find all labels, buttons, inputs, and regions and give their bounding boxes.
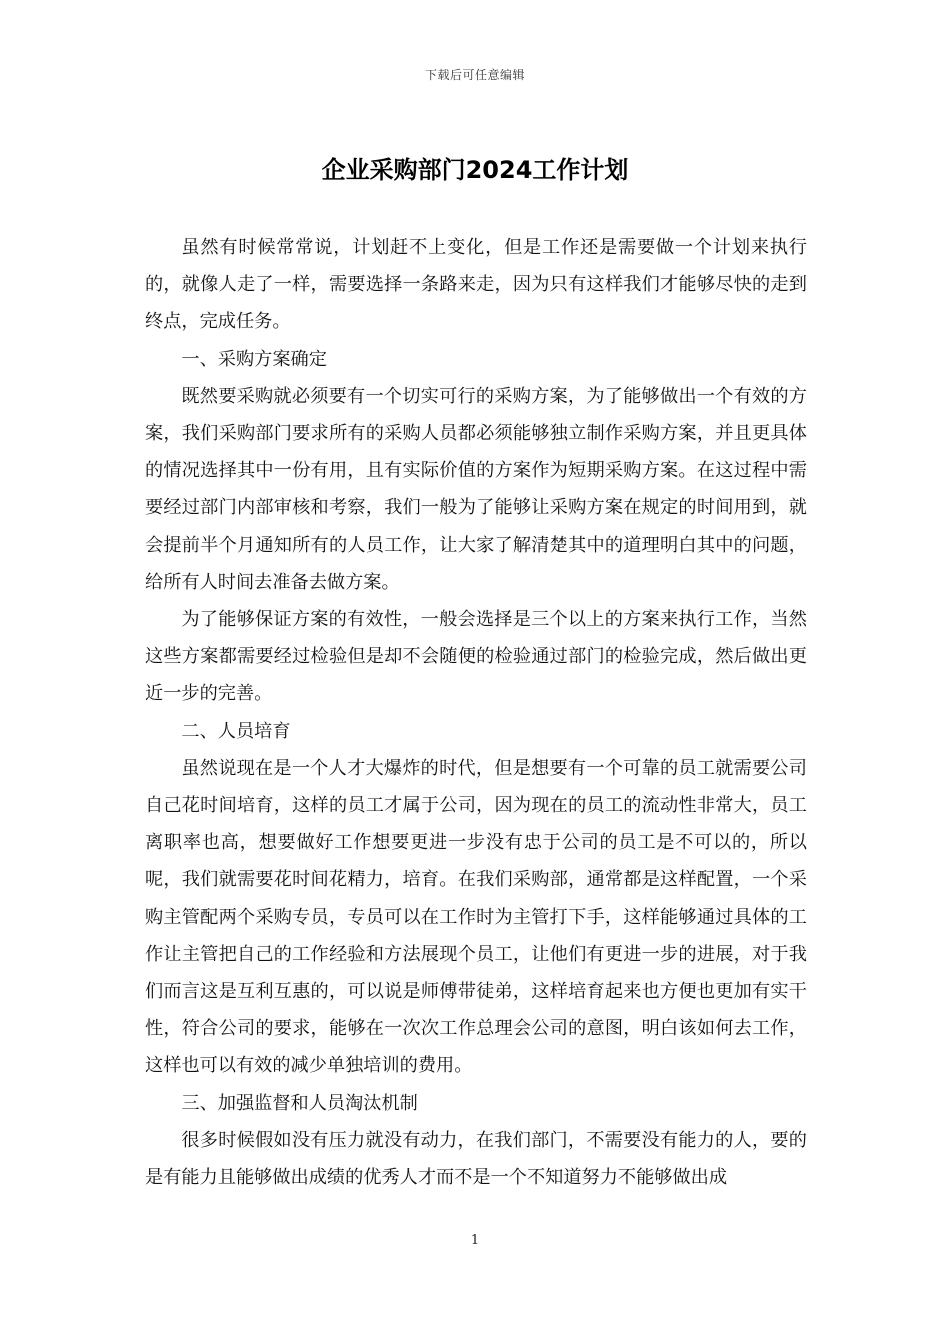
body-paragraph: 为了能够保证方案的有效性，一般会选择是三个以上的方案来执行工作，当然这些方案都需要经过检验但是却不会随便的检验通过部门的检验完成，然后做出更近一步的完善。 bbox=[145, 609, 807, 705]
document-title: 企业采购部门2024工作计划 bbox=[321, 156, 629, 184]
body-paragraph: 虽然说现在是一个人才大爆炸的时代，但是想要有一个可靠的员工就需要公司自己花时间培育，这样的员工才属于公司，因为现在的员工的流动性非常大，员工离职率也高，想要做好工作想要更进一步没有忠于公司的员工是不可以的，所以呢，我们就需要花时间花精力，培育。在我们采购部，通常都是这样配置，一个采购主管配两个采购专员，专员可以在工作时为主管打下手，这样能够通过具体的工作让主管把自己的工作经验和方法展现个员工，让他们有更进一步的进展，对于我们而言这是互利互惠的，可以说是师傅带徒弟，这样培育起来也方便也更加有实干性，符合公司的要求，能够在一次次工作总理会公司的意图，明白该如何去工作，这样也可以有效的减少单独培训的费用。 bbox=[145, 757, 807, 1077]
section-heading-1: 一、采购方案确定 bbox=[181, 348, 327, 370]
body-paragraph: 既然要采购就必须要有一个切实可行的采购方案，为了能够做出一个有效的方案，我们采购部门要求所有的采购人员都必须能够独立制作采购方案，并且更具体的情况选择其中一份有用，且有实际价值的方案作为短期采购方案。在这过程中需要经过部门内部审核和考察，我们一般为了能够让采购方案在规定的时间用到，就会提前半个月通知所有的人员工作，让大家了解清楚其中的道理明白其中的问题，给所有人时间去准备去做方案。 bbox=[145, 385, 807, 593]
section-heading-3: 三、加强监督和人员淘汰机制 bbox=[181, 1092, 418, 1114]
body-paragraph: 很多时候假如没有压力就没有动力，在我们部门，不需要没有能力的人，要的是有能力且能够做出成绩的优秀人才而不是一个不知道努力不能够做出成 bbox=[145, 1129, 807, 1189]
section-heading-2: 二、人员培育 bbox=[181, 720, 291, 742]
page-number: 1 bbox=[470, 1233, 480, 1248]
document-body bbox=[145, 229, 807, 1196]
header-note: 下载后可任意编辑 bbox=[424, 68, 525, 82]
intro-paragraph: 虽然有时候常常说，计划赶不上变化，但是工作还是需要做一个计划来执行的，就像人走了一样，需要选择一条路来走，因为只有这样我们才能够尽快的走到终点，完成任务。 bbox=[145, 237, 807, 333]
